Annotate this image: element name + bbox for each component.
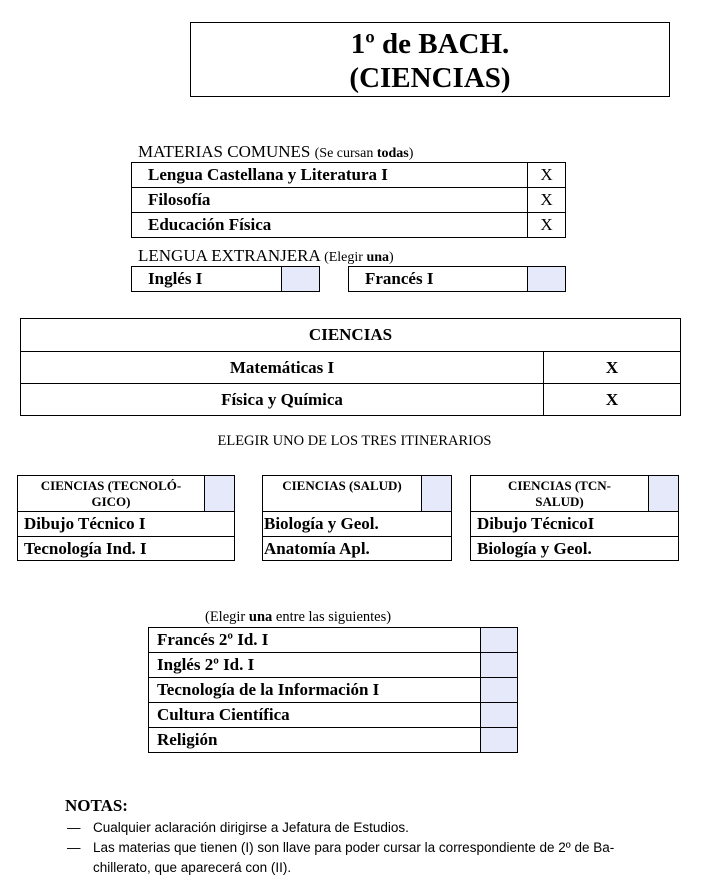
comunes-label-text: MATERIAS COMUNES	[138, 142, 311, 161]
comunes-subject: Educación Física	[132, 213, 528, 238]
optativa-subject: Francés 2º Id. I	[149, 628, 481, 653]
ciencias-header-row	[21, 319, 681, 352]
table-row	[149, 653, 518, 678]
itinerario-header	[18, 476, 234, 512]
language-checkbox[interactable]	[281, 267, 319, 291]
extranjera-label-text: LENGUA EXTRANJERA	[138, 246, 320, 265]
extranjera-note-suffix: )	[389, 250, 394, 265]
notas-title: NOTAS:	[65, 796, 128, 815]
table-row	[132, 163, 566, 188]
optativas-table	[148, 627, 518, 753]
optativa-checkbox[interactable]	[481, 653, 518, 678]
comunes-note	[315, 146, 414, 161]
comunes-mark[interactable]: X	[528, 213, 566, 238]
extranjera-note-bold: una	[366, 250, 390, 265]
language-checkbox[interactable]	[527, 267, 565, 291]
itinerarios-label: ELEGIR UNO DE LOS TRES ITINERARIOS	[217, 433, 492, 449]
optativa-subject: Inglés 2º Id. I	[149, 653, 481, 678]
itinerario-title-line: GICO)	[91, 494, 131, 509]
ciencias-table	[20, 318, 681, 416]
nota-dash: —	[67, 840, 81, 855]
itinerario-title-line: SALUD)	[535, 494, 584, 509]
optativa-checkbox[interactable]	[481, 728, 518, 753]
itinerario-salud	[262, 475, 452, 561]
ciencias-header: CIENCIAS	[21, 319, 681, 352]
itinerario-tecnologico	[17, 475, 235, 561]
comunes-mark[interactable]: X	[528, 163, 566, 188]
optativa-subject: Religión	[149, 728, 481, 753]
optativas-note	[205, 609, 391, 626]
itinerario-subject: Dibujo Técnico I	[24, 514, 146, 533]
comunes-note-prefix: (Se cursan	[314, 146, 377, 161]
table-row	[149, 678, 518, 703]
itinerario-subject: Dibujo TécnicoI	[477, 514, 595, 533]
ciencias-mark[interactable]: X	[544, 352, 681, 384]
optativas-note-bold: una	[248, 609, 273, 625]
language-option-ingles	[131, 266, 320, 292]
language-name: Francés I	[365, 269, 434, 288]
itinerario-header	[263, 476, 451, 512]
table-row	[149, 728, 518, 753]
table-row	[21, 384, 681, 416]
optativa-subject: Tecnología de la Información I	[149, 678, 481, 703]
extranjera-label	[138, 246, 394, 266]
itinerario-subject: Anatomía Apl.	[263, 536, 451, 560]
itinerario-checkbox[interactable]	[421, 476, 451, 511]
itinerario-subject: Biología y Geol.	[471, 536, 678, 560]
extranjera-note	[324, 250, 394, 265]
optativas-note-suffix: entre las siguientes)	[272, 609, 392, 625]
comunes-note-bold: todas	[376, 146, 409, 161]
itinerario-checkbox[interactable]	[204, 476, 234, 511]
ciencias-subject: Física y Química	[21, 384, 544, 416]
title-line-1: 1º de BACH.	[350, 28, 510, 60]
ciencias-mark[interactable]: X	[544, 384, 681, 416]
table-row	[149, 703, 518, 728]
table-row	[132, 213, 566, 238]
nota-text: Cualquier aclaración dirigirse a Jefatura de Estudios.	[93, 820, 409, 835]
nota-item	[67, 838, 687, 878]
comunes-note-suffix: )	[408, 146, 414, 161]
comunes-label	[138, 142, 413, 162]
title-line-2: (CIENCIAS)	[349, 62, 511, 94]
ciencias-subject: Matemáticas I	[21, 352, 544, 384]
table-row	[149, 628, 518, 653]
itinerario-checkbox[interactable]	[648, 476, 678, 511]
optativas-note-prefix: (Elegir	[205, 609, 249, 625]
itinerario-title-line: CIENCIAS (TECNOLÓ-	[40, 478, 182, 493]
comunes-subject: Filosofía	[132, 188, 528, 213]
page-title	[190, 22, 670, 97]
nota-item	[67, 818, 667, 838]
language-option-frances	[348, 266, 566, 292]
optativa-checkbox[interactable]	[481, 703, 518, 728]
itinerario-title	[263, 476, 421, 511]
itinerario-title-line: CIENCIAS (SALUD)	[282, 478, 402, 493]
itinerario-tcn-salud	[470, 475, 679, 561]
comunes-subject: Lengua Castellana y Literatura I	[132, 163, 528, 188]
itinerario-subject: Tecnología Ind. I	[18, 536, 234, 560]
itinerario-subject: Biología y Geol.	[264, 514, 379, 533]
comunes-mark[interactable]: X	[528, 188, 566, 213]
extranjera-note-prefix: (Elegir	[324, 250, 367, 265]
comunes-table	[131, 162, 566, 238]
table-row	[21, 352, 681, 384]
itinerario-title	[471, 476, 648, 511]
nota-dash: —	[67, 820, 81, 835]
optativa-checkbox[interactable]	[481, 678, 518, 703]
language-name: Inglés I	[148, 269, 203, 288]
nota-text-continuation: chillerato, que aparecerá con (II).	[93, 860, 292, 875]
itinerario-header	[471, 476, 678, 512]
itinerario-title	[18, 476, 204, 511]
optativa-subject: Cultura Científica	[149, 703, 481, 728]
itinerario-title-line: CIENCIAS (TCN-	[508, 478, 611, 493]
nota-text: Las materias que tienen (I) son llave para poder cursar la correspondiente de 2º de Ba-	[93, 840, 615, 855]
optativa-checkbox[interactable]	[481, 628, 518, 653]
table-row	[132, 188, 566, 213]
